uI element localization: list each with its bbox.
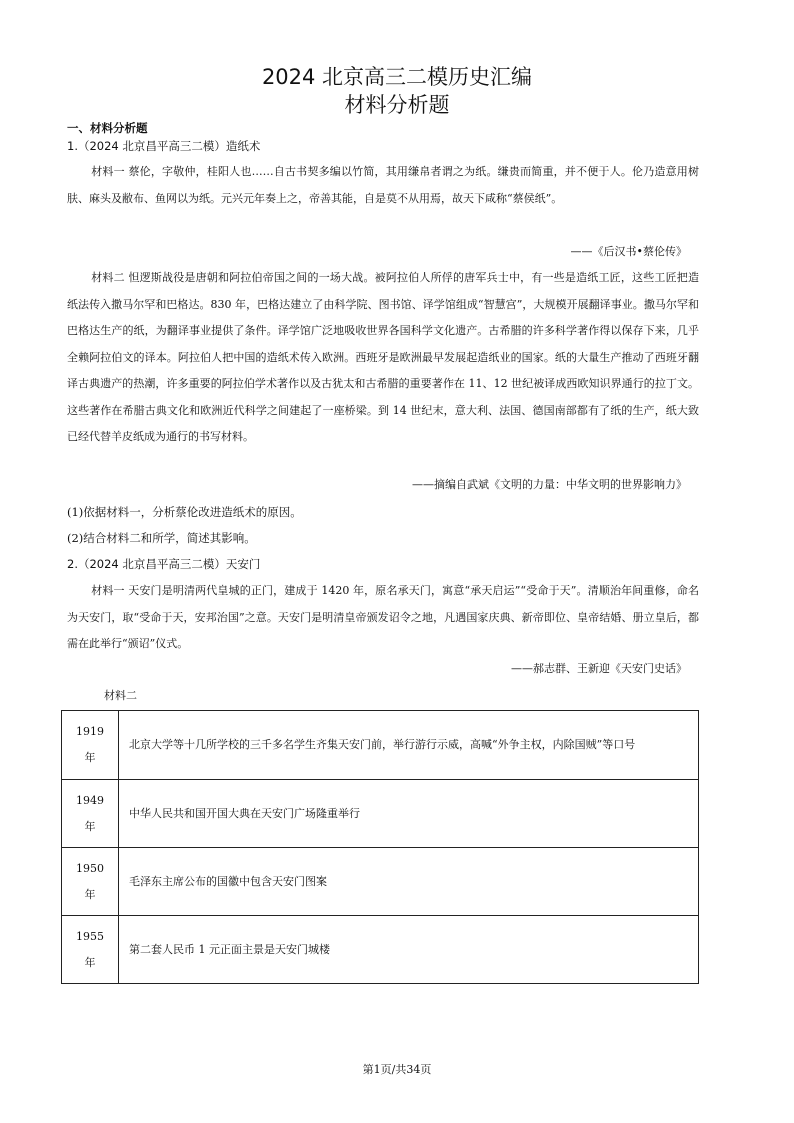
question-1-prompt-1: (1)依据材料一，分析蔡伦改进造纸术的原因。 xyxy=(67,505,302,519)
table-row xyxy=(62,780,699,848)
year-value: 1919 xyxy=(76,725,104,738)
table-event-cell: 北京大学等十几所学校的三千多名学生齐集天安门前，举行游行示威，高喊“外争主权，内除国贼”等口号 xyxy=(119,711,699,780)
year-unit: 年 xyxy=(84,751,96,764)
table-year-cell xyxy=(62,780,119,848)
question-2-heading: 2.（2024 北京昌平高三二模）天安门 xyxy=(67,557,261,571)
question-2-material-1: 材料一 天安门是明清两代皇城的正门，建成于 1420 年，原名承天门，寓意“承天启运”“受命于天”。清顺治年间重修，命名为天安门，取“受命于天，安邦治国”之意。天安门是明清皇帝颁发诏令之地，凡遇国家庆典、新帝即位、皇帝结婚、册立皇后，都需在此举行“颁诏”仪式。 xyxy=(67,584,699,650)
table-year-cell xyxy=(62,711,119,780)
question-2-material-2-label: 材料二 xyxy=(104,689,137,702)
document-title: 2024 北京高三二模历史汇编 xyxy=(261,65,533,89)
table-year-cell xyxy=(62,916,119,984)
table-row xyxy=(62,711,699,780)
table-event-cell: 第二套人民币 1 元正面主景是天安门城楼 xyxy=(119,916,699,984)
table-event-cell: 中华人民共和国开国大典在天安门广场隆重举行 xyxy=(119,780,699,848)
question-1-heading: 1.（2024 北京昌平高三二模）造纸术 xyxy=(67,139,261,153)
document-subtitle: 材料分析题 xyxy=(344,93,450,117)
page-number: 第1页/共34页 xyxy=(362,1063,432,1076)
table-event-cell: 毛泽东主席公布的国徽中包含天安门图案 xyxy=(119,848,699,916)
table-row xyxy=(62,848,699,916)
tiananmen-timeline-table xyxy=(61,710,699,984)
table-year-cell xyxy=(62,848,119,916)
question-1-material-1: 材料一 蔡伦，字敬仲，桂阳人也……自古书契多编以竹简，其用缣帛者谓之为纸。缣贵而简重，并不便于人。伦乃造意用树肤、麻头及敝布、鱼网以为纸。元兴元年奏上之，帝善其能，自是莫不从用焉，故天下咸称“蔡侯纸”。 xyxy=(67,165,699,205)
year-value: 1950 xyxy=(76,861,104,875)
year-value: 1949 xyxy=(76,793,104,807)
question-1-citation-1: ——《后汉书•蔡伦传》 xyxy=(570,245,687,258)
year-unit: 年 xyxy=(84,819,96,833)
year-unit: 年 xyxy=(84,955,96,969)
question-1-prompt-2: (2)结合材料二和所学，简述其影响。 xyxy=(67,531,256,545)
section-heading: 一、材料分析题 xyxy=(67,121,148,135)
question-1-material-2: 材料二 怛逻斯战役是唐朝和阿拉伯帝国之间的一场大战。被阿拉伯人所俘的唐军兵士中，有一些是造纸工匠，这些工匠把造纸法传入撒马尔罕和巴格达。830 年，巴格达建立了由科学院、图书馆、译学馆组成“智慧宫”，大规模开展翻译事业。撒马尔罕和巴格达生产的纸，为翻译事业提供了条件。译学馆广泛地吸收世界各国科学文化遗产。古希腊的许多科学著作得以保存下来，几乎全赖阿拉伯文的译本。阿拉伯人把中国的造纸术传入欧洲。西班牙是欧洲最早发展起造纸业的国家。纸的大量生产推动了西班牙翻译古典遗产的热潮，许多重要的阿拉伯学术著作以及古犹太和古希腊的重要著作在 11、12 世纪被译成西欧知识界通行的拉丁文。这些著作在希腊古典文化和欧洲近代科学之间建起了一座桥梁。到 14 世纪末，意大利、法国、德国南部都有了纸的生产，纸大致已经代替羊皮纸成为通行的书写材料。 xyxy=(67,271,699,443)
year-unit: 年 xyxy=(84,887,96,901)
table-row xyxy=(62,916,699,984)
year-value: 1955 xyxy=(76,929,104,943)
question-2-citation-1: ——郝志群、王新迎《天安门史话》 xyxy=(511,662,687,675)
question-1-citation-2: ——摘编自武斌《文明的力量：中华文明的世界影响力》 xyxy=(412,478,687,491)
